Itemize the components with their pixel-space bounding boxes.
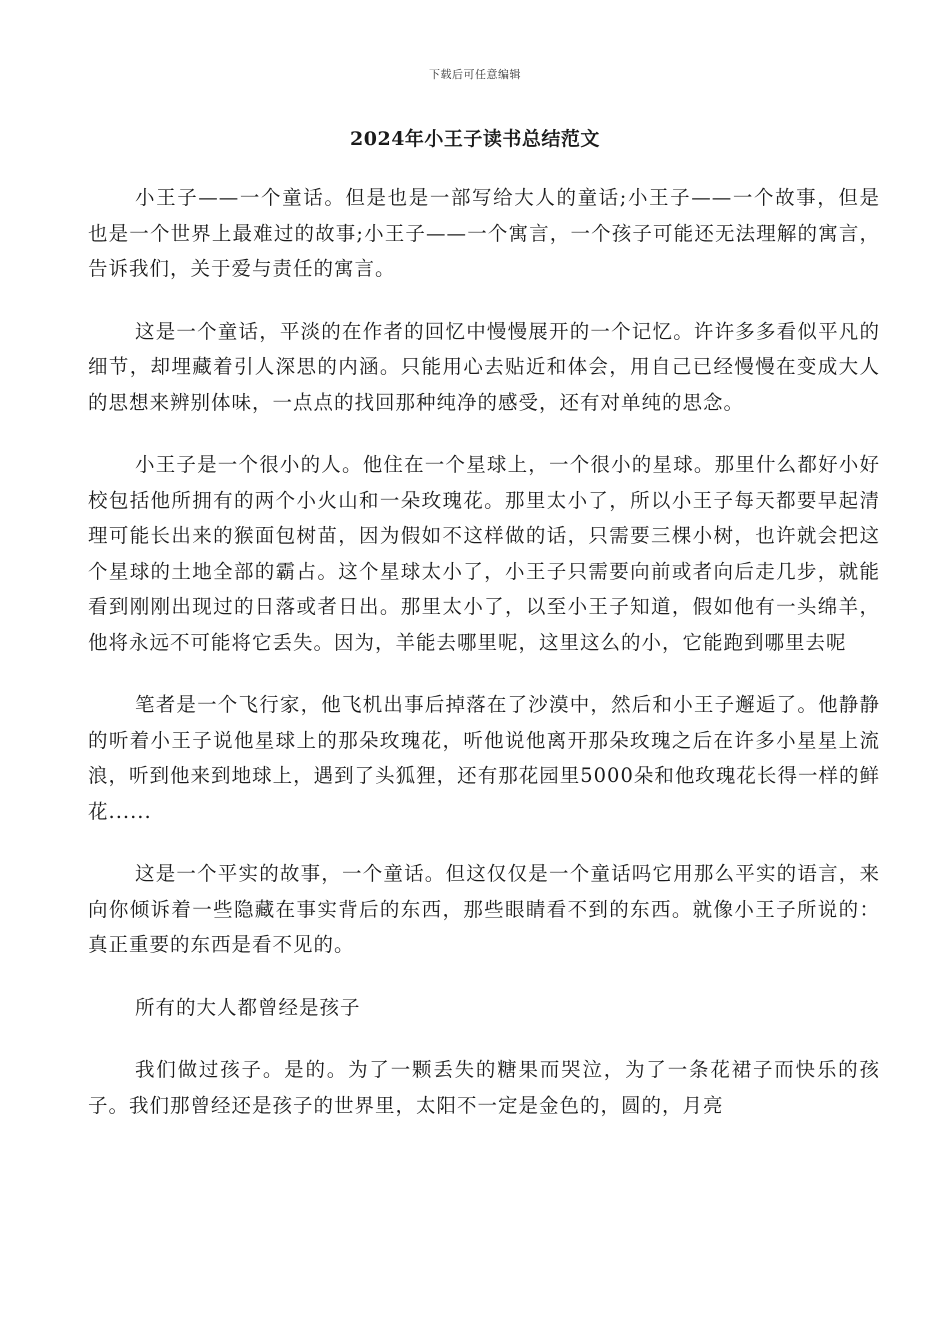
paragraph: 小王子是一个很小的人。他住在一个星球上，一个很小的星球。那里什么都好小好校包括他所拥有的两个小火山和一朵玫瑰花。那里太小了，所以小王子每天都要早起清理可能长出来的猴面包树苗，因为假如不这样做的话，只需要三棵小树，也许就会把这个星球的土地全部的霸占。这个星球太小了，小王子只需要向前或者向后走几步，就能看到刚刚出现过的日落或者日出。那里太小了，以至小王子知道，假如他有一头绵羊，他将永远不可能将它丢失。因为，羊能去哪里呢，这里这么的小，它能跑到哪里去呢 <box>88 453 880 654</box>
paragraph: 笔者是一个飞行家，他飞机出事后掉落在了沙漠中，然后和小王子邂逅了。他静静的听着小王子说他星球上的那朵玫瑰花，听他说他离开那朵玫瑰之后在许多小星星上流浪，听到他来到地球上，遇到了头狐狸，还有那花园里5000朵和他玫瑰花长得一样的鲜花...... <box>88 693 880 823</box>
section-heading-paragraph: 所有的大人都曾经是孩子 <box>135 995 361 1019</box>
document-title: 2024年小王子读书总结范文 <box>350 128 600 150</box>
page-header-note: 下载后可任意编辑 <box>429 68 521 81</box>
paragraph: 这是一个童话，平淡的在作者的回忆中慢慢展开的一个记忆。许许多多看似平凡的细节，却埋藏着引人深思的内涵。只能用心去贴近和体会，用自己已经慢慢在变成大人的思想来辨别体味，一点点的找回那种纯净的感受，还有对单纯的思念。 <box>88 319 880 414</box>
document-body <box>88 180 880 1150</box>
paragraph: 这是一个平实的故事，一个童话。但这仅仅是一个童话吗它用那么平实的语言，来向你倾诉着一些隐藏在事实背后的东西，那些眼睛看不到的东西。就像小王子所说的：真正重要的东西是看不见的。 <box>88 862 880 956</box>
paragraph: 小王子——一个童话。但是也是一部写给大人的童话;小王子——一个故事，但是也是一个世界上最难过的故事;小王子——一个寓言，一个孩子可能还无法理解的寓言，告诉我们，关于爱与责任的寓言。 <box>88 186 880 280</box>
paragraph: 我们做过孩子。是的。为了一颗丢失的糖果而哭泣，为了一条花裙子而快乐的孩子。我们那曾经还是孩子的世界里，太阳不一定是金色的，圆的，月亮 <box>88 1058 880 1117</box>
